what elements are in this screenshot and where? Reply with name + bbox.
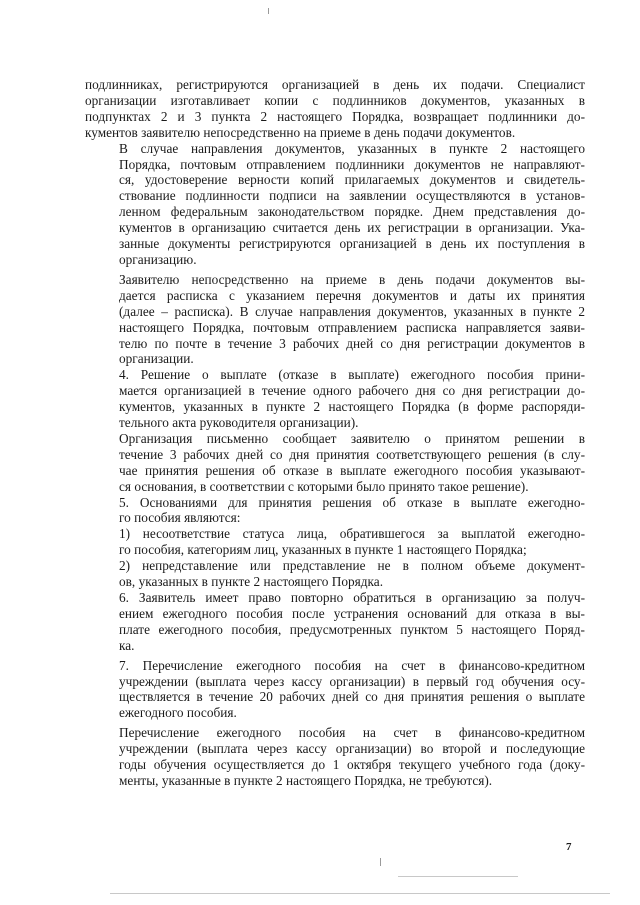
- scan-mark: [380, 858, 381, 866]
- text-line: подлинниках, регистрируются организацией в день их подачи. Специалист: [85, 77, 585, 92]
- text-line: телю по почте в течение 3 рабочих дней со дня регистрации документов в: [119, 335, 585, 351]
- text-line: организации.: [119, 351, 194, 367]
- text-line: кументов в организацию считается день их регистрации в организации. Ука-: [119, 220, 585, 236]
- text-line: организацию.: [119, 251, 197, 267]
- text-line: дается расписка с указанием перечня документов и даты их принятия: [119, 287, 585, 303]
- text-line: ежегодного пособия.: [119, 705, 237, 721]
- text-line: течение 3 рабочих дней со дня принятия соответствующего решения (в слу-: [119, 446, 585, 462]
- text-line: го пособия являются:: [119, 510, 241, 526]
- text-line: подпунктах 2 и 3 пункта 2 настоящего Порядка, возвращает подлинники до-: [85, 108, 585, 124]
- text-line: В случае направления документов, указанных в пункте 2 настоящего: [119, 140, 585, 156]
- text-line: организации изготавливает копии с подлинников документов, указанных в: [85, 92, 585, 108]
- text-line: 5. Основаниями для принятия решения об отказе в выплате ежегодно-: [119, 494, 585, 510]
- text-line: Перечисление ежегодного пособия на счет в финансово-кредитном: [119, 725, 585, 741]
- text-line: 7. Перечисление ежегодного пособия на счет в финансово-кредитном: [119, 657, 585, 673]
- text-line: кументов, указанных в пункте 2 настоящего Порядка (в форме распоряди-: [119, 399, 585, 415]
- text-line: плате ежегодного пособия, предусмотренных пунктом 5 настоящего Поряд-: [119, 621, 585, 637]
- paragraph: [85, 431, 585, 495]
- text-line: 6. Заявитель имеет право повторно обратиться в организацию за получ-: [119, 590, 585, 605]
- document-body-text: [85, 77, 585, 789]
- text-line: ленном федеральным законодательством порядке. Днем представления до-: [119, 204, 585, 220]
- text-line: 1) несоответствие статуса лица, обратившегося за выплатой ежегодно-: [119, 526, 585, 542]
- text-line: учреждении (выплата через кассу организации) в первый год обучения осу-: [119, 673, 585, 689]
- paragraph: [85, 141, 585, 268]
- paragraph: [85, 558, 585, 590]
- text-line: 2) непредставление или представление не в полном объеме документ-: [119, 558, 585, 574]
- paragraph: [85, 495, 585, 527]
- text-line: настоящего Порядка, почтовым отправлением расписка направляется заяви-: [119, 319, 585, 335]
- paragraph: [85, 590, 585, 654]
- text-line: учреждении (выплата через кассу организации) во второй и последующие: [119, 741, 585, 757]
- text-line: ов, указанных в пункте 2 настоящего Порядка.: [119, 574, 384, 590]
- scan-mark: [268, 8, 269, 14]
- text-line: ствование подлинности подписи на заявлении осуществляются в установ-: [119, 188, 585, 204]
- text-line: годы обучения осуществляется до 1 октября текущего учебного года (доку-: [119, 757, 585, 773]
- text-line: ением ежегодного пособия после устранения оснований для отказа в вы-: [119, 605, 585, 621]
- paragraph: [85, 526, 585, 558]
- text-line: менты, указанные в пункте 2 настоящего Порядка, не требуются).: [119, 772, 493, 788]
- paragraph: [85, 272, 585, 367]
- paragraph: [85, 658, 585, 722]
- text-line: ся, удостоверение верности копий прилагаемых документов и свидетель-: [119, 172, 585, 188]
- text-line: тельного акта руководителя организации).: [119, 415, 359, 431]
- text-line: Порядка, почтовым отправлением подлинники документов не направляют-: [119, 156, 585, 172]
- paragraph: [85, 367, 585, 431]
- page-number: 7: [566, 841, 572, 853]
- text-line: ществляется в течение 20 рабочих дней со дня принятия решения о выплате: [119, 689, 585, 705]
- scan-mark: [398, 876, 518, 877]
- text-line: (далее – расписка). В случае направления документов, указанных в пункте 2: [119, 303, 585, 319]
- text-line: ка.: [119, 637, 135, 653]
- text-line: кументов заявителю непосредственно на приеме в день подачи документов.: [85, 124, 516, 140]
- text-line: го пособия, категориям лиц, указанных в пункте 1 настоящего Порядка;: [119, 542, 527, 558]
- text-line: чае принятия решения об отказе в выплате ежегодного пособия указывают-: [119, 462, 585, 478]
- text-line: занные документы регистрируются организацией в день их поступления в: [119, 236, 585, 252]
- scan-mark: [110, 893, 610, 894]
- text-line: ся основания, в соответствии с которыми было принято такое решение).: [119, 478, 529, 494]
- text-line: Организация письменно сообщает заявителю о принятом решении в: [119, 430, 585, 446]
- text-line: 4. Решение о выплате (отказе в выплате) ежегодного пособия прини-: [119, 367, 585, 383]
- text-line: мается организацией в течение одного рабочего дня со дня регистрации до-: [119, 383, 585, 399]
- text-line: Заявителю непосредственно на приеме в день подачи документов вы-: [119, 271, 585, 287]
- paragraph: [85, 77, 585, 141]
- paragraph: [85, 725, 585, 789]
